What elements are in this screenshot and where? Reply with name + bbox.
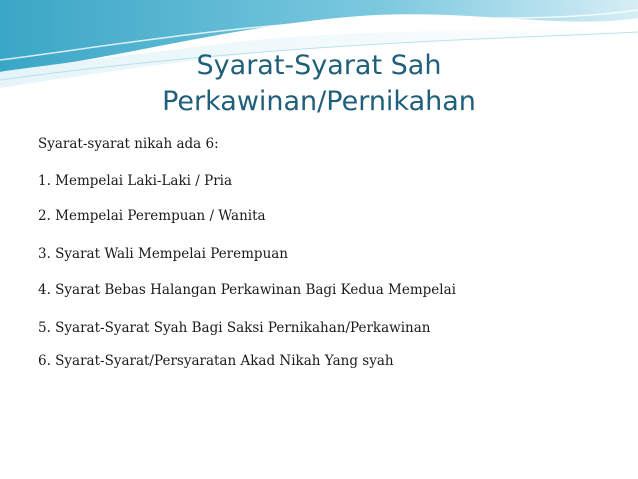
title-line-1: Syarat-Syarat Sah bbox=[196, 50, 442, 81]
title-line-2: Perkawinan/Pernikahan bbox=[162, 86, 476, 117]
list-item: 4. Syarat Bebas Halangan Perkawinan Bagi Kedua Mempelai bbox=[38, 282, 456, 298]
intro-text: Syarat-syarat nikah ada 6: bbox=[38, 136, 219, 152]
list-item: 3. Syarat Wali Mempelai Perempuan bbox=[38, 246, 289, 262]
page-title bbox=[100, 48, 538, 120]
list-item: 1. Mempelai Laki-Laki / Pria bbox=[38, 173, 233, 189]
list-item: 2. Mempelai Perempuan / Wanita bbox=[38, 208, 266, 224]
list-item: 6. Syarat-Syarat/Persyaratan Akad Nikah Yang syah bbox=[38, 353, 394, 369]
list-item: 5. Syarat-Syarat Syah Bagi Saksi Pernikahan/Perkawinan bbox=[38, 320, 431, 336]
